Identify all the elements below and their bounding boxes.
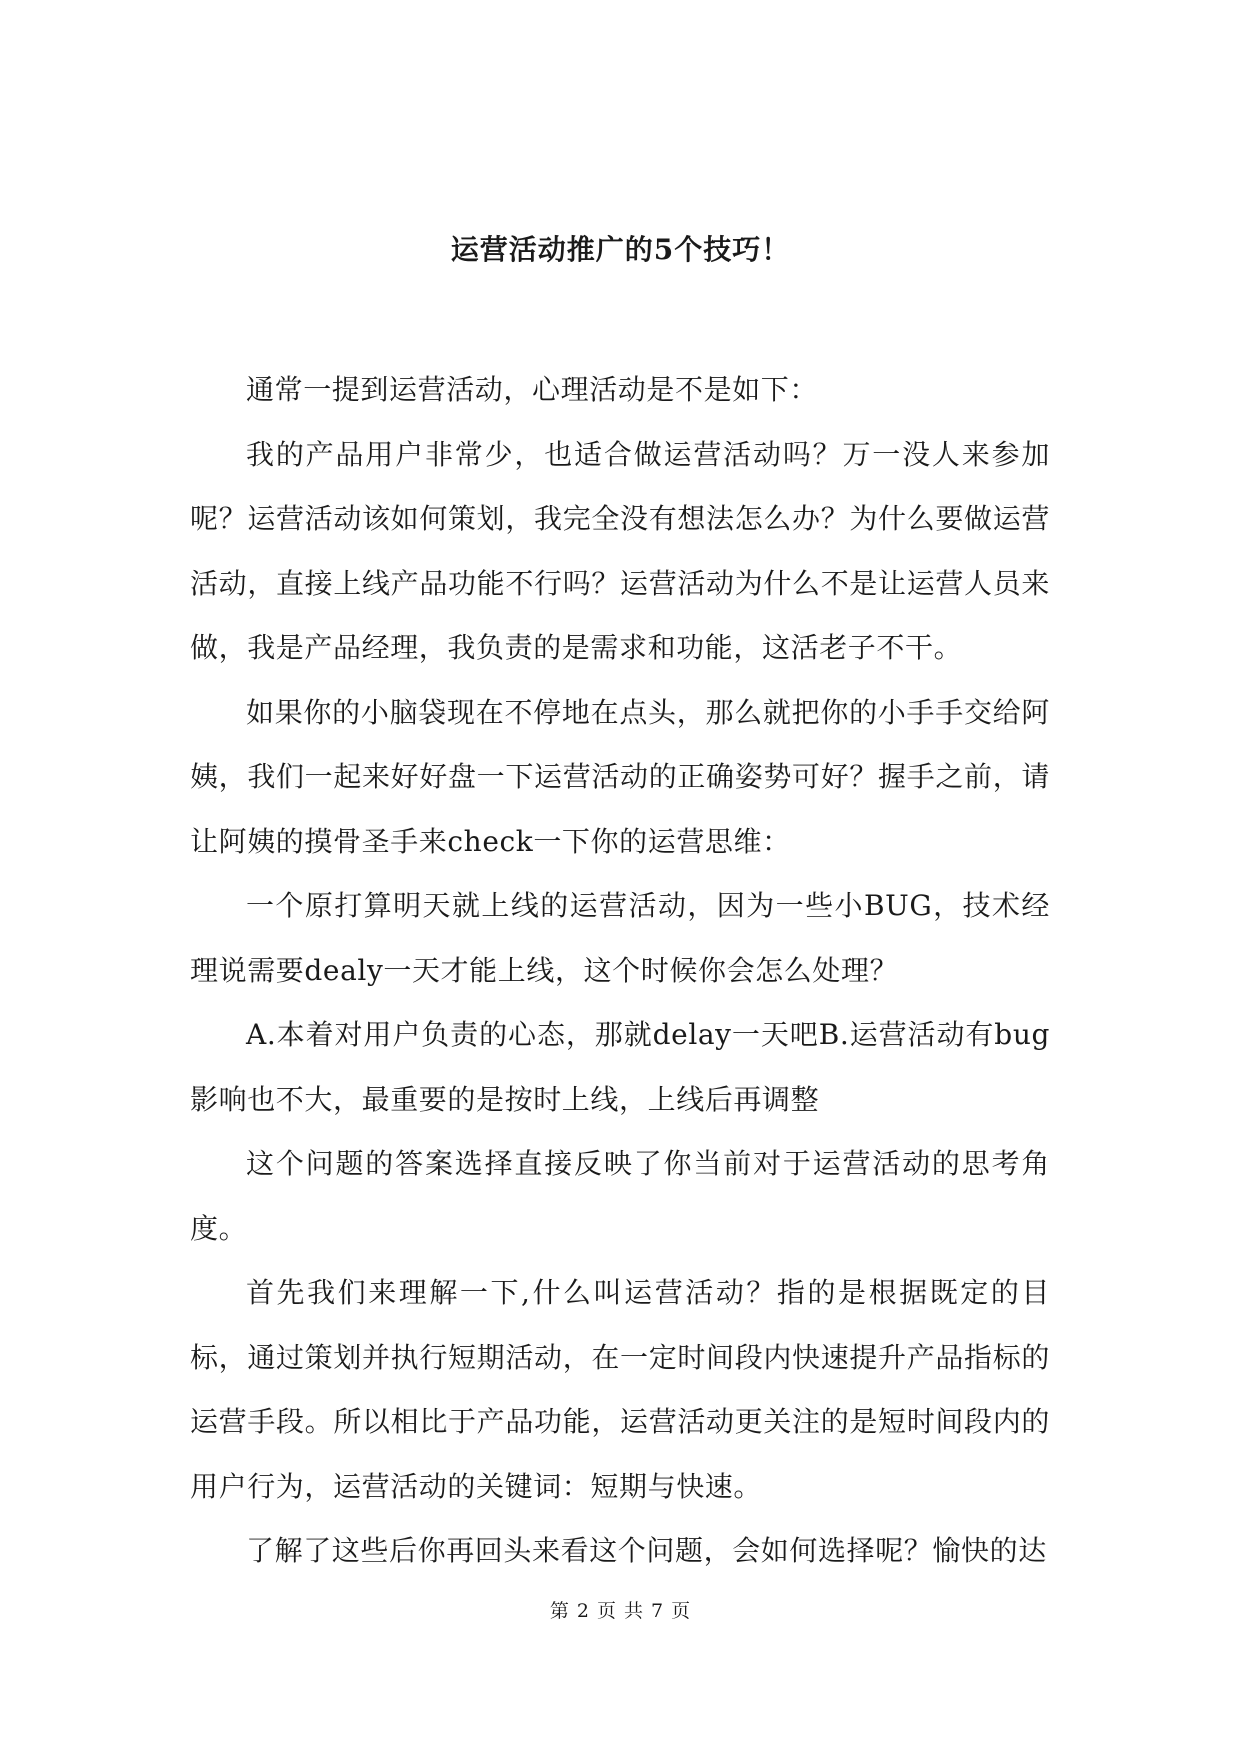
paragraph-1: 通常一提到运营活动，心理活动是不是如下： bbox=[246, 373, 819, 406]
paragraph-4: 一个原打算明天就上线的运营活动，因为一些小BUG，技术经理说需要dealy一天才能上线，这个时候你会怎么处理？ bbox=[190, 889, 1050, 987]
document-body bbox=[190, 358, 1050, 1584]
document-title: 运营活动推广的5个技巧！ bbox=[450, 233, 791, 266]
paragraph-8: 了解了这些后你再回头来看这个问题，会如何选择呢？愉快的达 bbox=[246, 1534, 1047, 1567]
paragraph-3: 如果你的小脑袋现在不停地在点头，那么就把你的小手手交给阿姨，我们一起来好好盘一下运营活动的正确姿势可好？握手之前，请让阿姨的摸骨圣手来check一下你的运营思维： bbox=[190, 695, 1050, 858]
paragraph-5: A.本着对用户负责的心态，那就delay一天吧B.运营活动有bug影响也不大，最重要的是按时上线，上线后再调整 bbox=[190, 1018, 1050, 1116]
paragraph-7: 首先我们来理解一下,什么叫运营活动？指的是根据既定的目标，通过策划并执行短期活动，在一定时间段内快速提升产品指标的运营手段。所以相比于产品功能，运营活动更关注的是短时间段内的用户行为，运营活动的关键词：短期与快速。 bbox=[190, 1276, 1050, 1503]
paragraph-6: 这个问题的答案选择直接反映了你当前对于运营活动的思考角度。 bbox=[190, 1147, 1050, 1245]
paragraph-2: 我的产品用户非常少，也适合做运营活动吗？万一没人来参加呢？运营活动该如何策划，我完全没有想法怎么办？为什么要做运营活动，直接上线产品功能不行吗？运营活动为什么不是让运营人员来做，我是产品经理，我负责的是需求和功能，这活老子不干。 bbox=[190, 437, 1050, 664]
page-footer: 第 2 页 共 7 页 bbox=[549, 1600, 692, 1622]
